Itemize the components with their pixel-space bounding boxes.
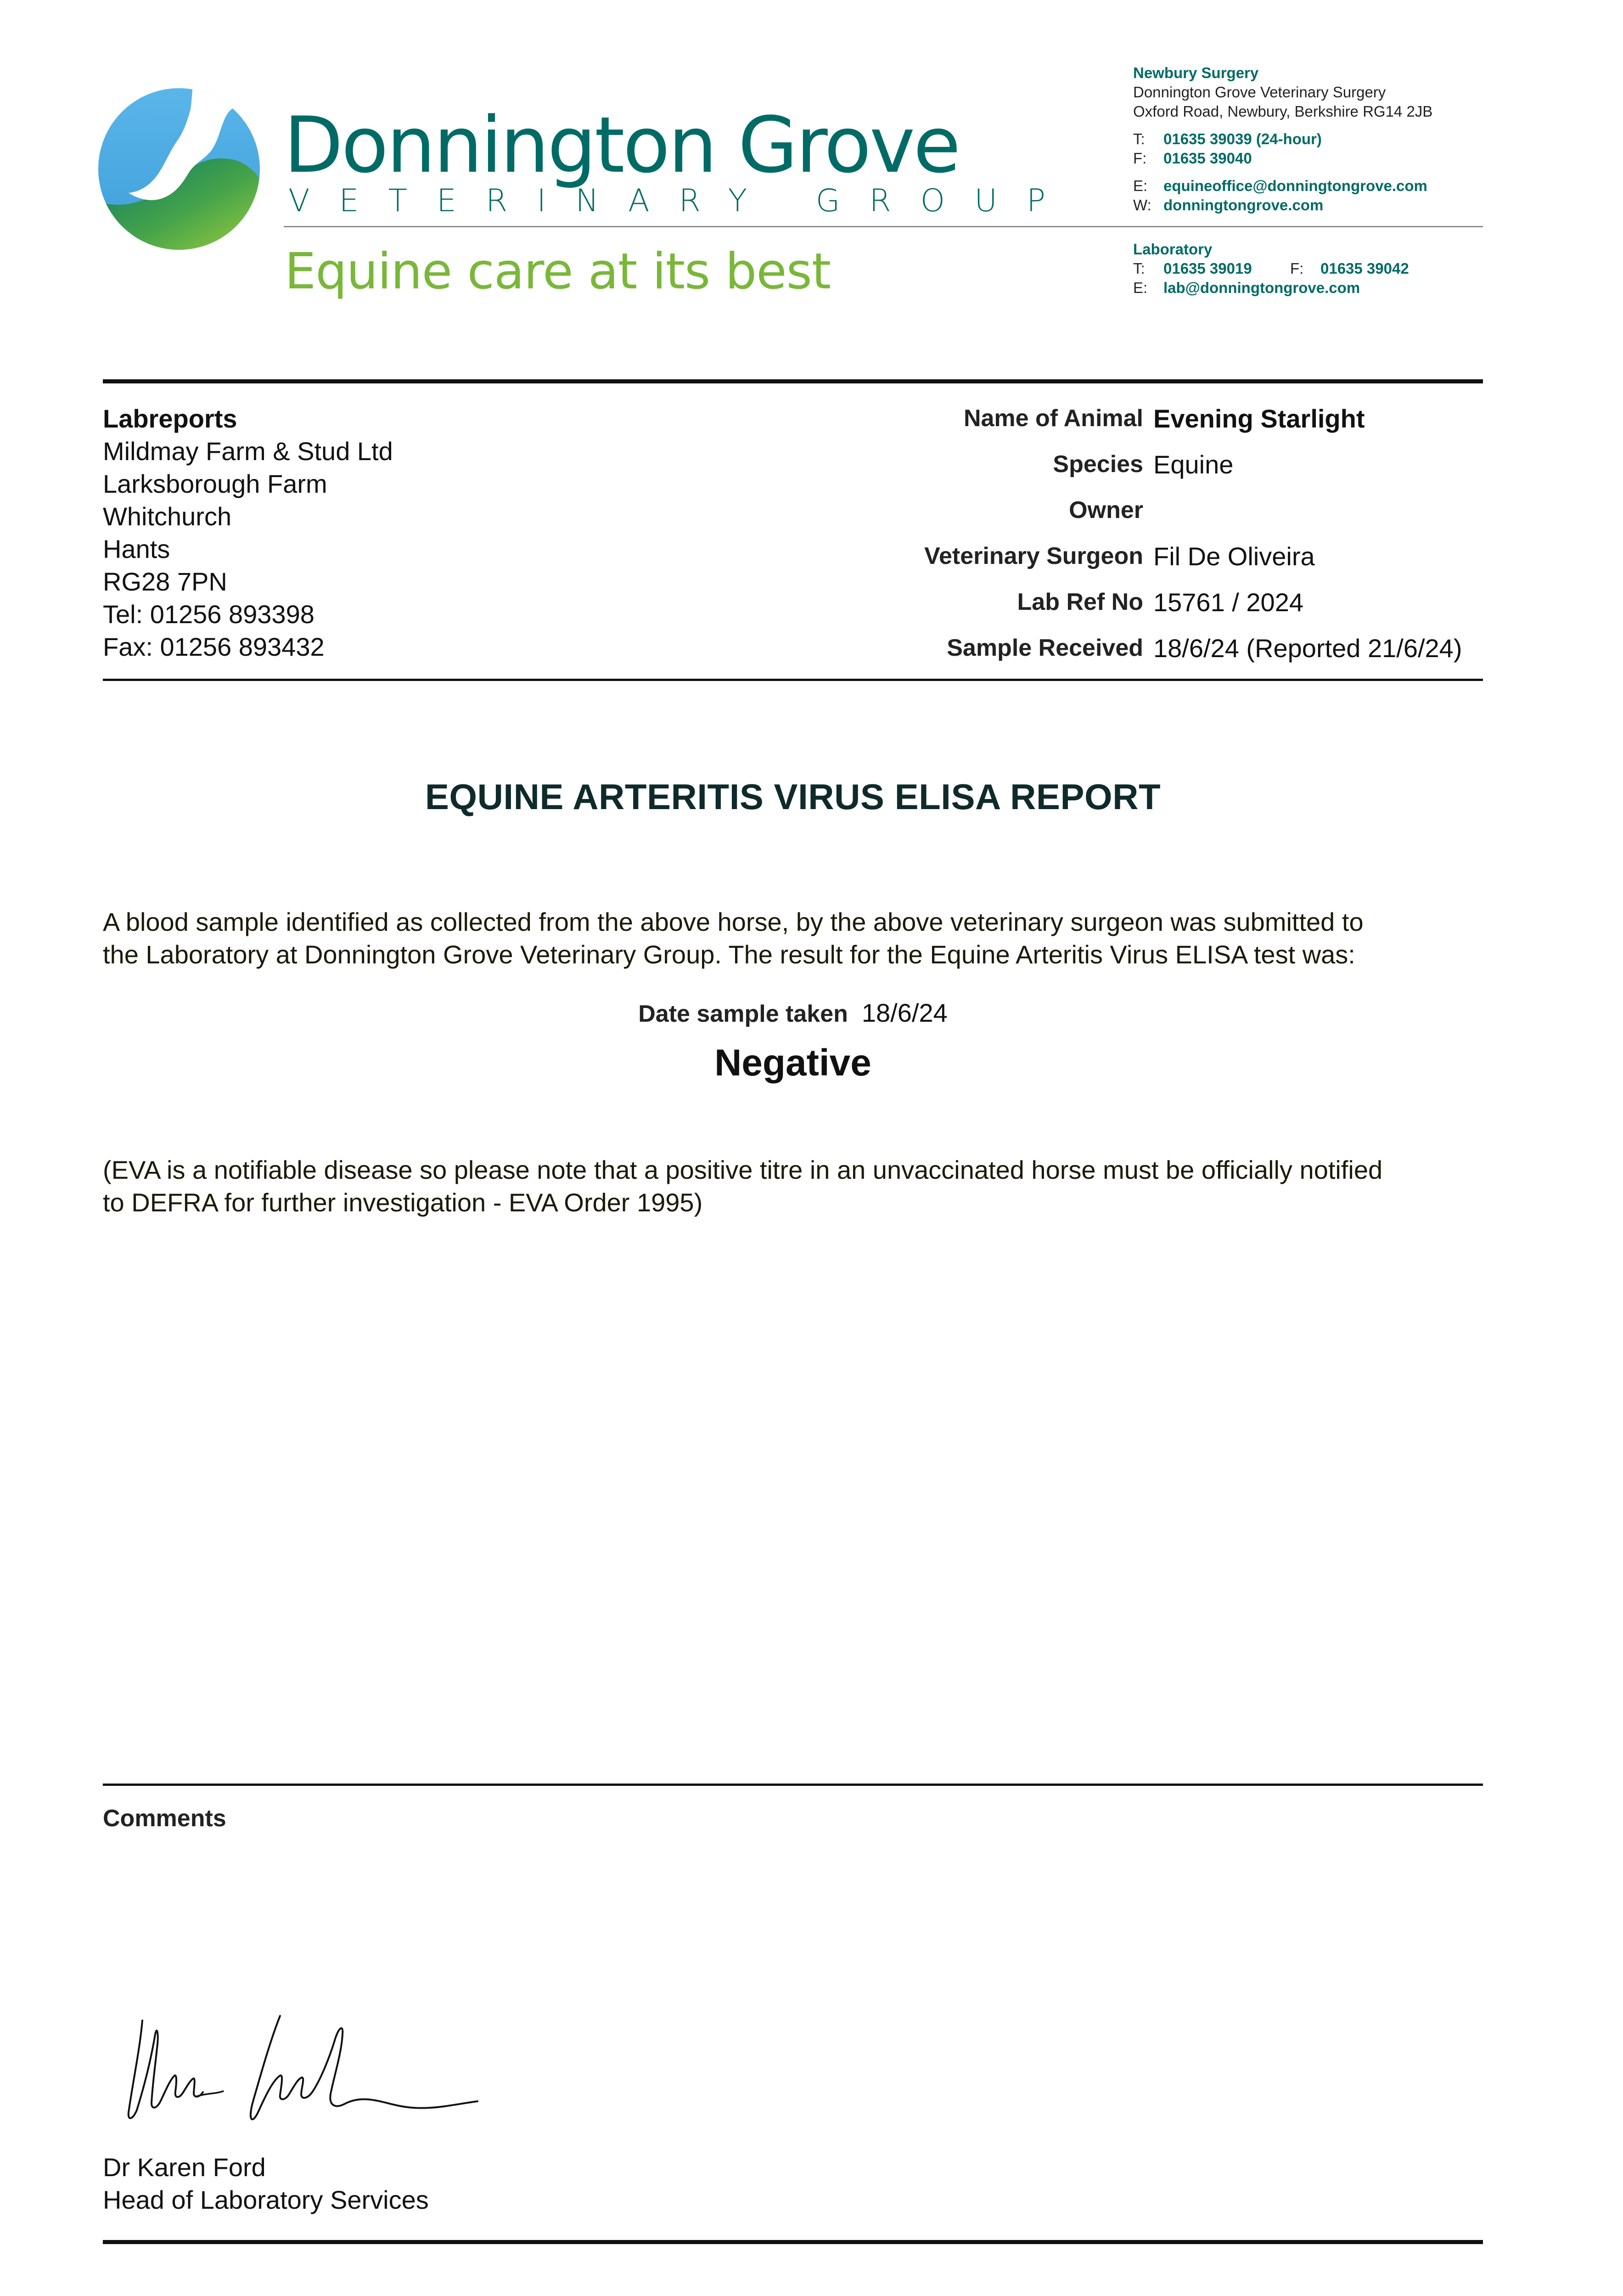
surgery-email-row — [1133, 178, 1427, 193]
detail-row-species — [781, 448, 1483, 481]
date-sample-taken — [103, 996, 1483, 1030]
brand-name: Donnington Grove — [284, 100, 959, 190]
comments-divider — [103, 1784, 1483, 1786]
details-divider — [103, 679, 1483, 681]
detail-value: 18/6/24 (Reported 21/6/24) — [1153, 634, 1462, 663]
notice-paragraph — [103, 1154, 1494, 1219]
fax-key: F: — [1133, 150, 1147, 167]
report-title: EQUINE ARTERITIS VIRUS ELISA REPORT — [425, 777, 1161, 817]
address-line: Whitchurch — [103, 502, 232, 531]
detail-value: Evening Starlight — [1153, 404, 1365, 433]
detail-row-owner — [781, 494, 1483, 527]
surgery-address: Oxford Road, Newbury, Berkshire RG14 2JB — [1133, 103, 1433, 120]
lab-email-row — [1133, 280, 1360, 295]
lab-phone-row — [1133, 261, 1409, 276]
lab-email-key: E: — [1133, 279, 1148, 296]
surgery-fax: 01635 39040 — [1163, 150, 1252, 167]
handwritten-signature — [115, 2007, 482, 2135]
detail-label: Sample Received — [947, 635, 1143, 661]
test-result: Negative — [714, 1042, 871, 1084]
intro-line: A blood sample identified as collected from the above horse, by the above veterinary surgeon was submitted to — [103, 907, 1364, 936]
detail-label: Veterinary Surgeon — [924, 543, 1143, 569]
detail-label: Species — [1053, 451, 1143, 478]
detail-label: Name of Animal — [963, 405, 1143, 432]
address-heading: Labreports — [103, 404, 237, 433]
comments-label: Comments — [103, 1805, 226, 1832]
surgery-title: Newbury Surgery — [1133, 64, 1259, 81]
detail-row-vet — [781, 540, 1483, 573]
date-label: Date sample taken — [638, 1001, 848, 1027]
surgery-web-row — [1133, 197, 1323, 213]
signatory-title: Head of Laboratory Services — [103, 2185, 429, 2214]
surgery-fax-row — [1133, 151, 1252, 166]
recipient-address — [103, 402, 393, 663]
detail-label: Lab Ref No — [1017, 589, 1143, 615]
address-line: Mildmay Farm & Stud Ltd — [103, 437, 393, 466]
email-key: E: — [1133, 177, 1148, 194]
intro-paragraph — [103, 906, 1494, 971]
date-value: 18/6/24 — [861, 998, 948, 1027]
detail-row-animal — [781, 402, 1483, 435]
detail-row-received — [781, 632, 1483, 664]
brand-subtitle: VETERINARY GROUP — [288, 183, 1075, 219]
lab-phone-key: T: — [1133, 260, 1145, 277]
surgery-phone-row — [1133, 131, 1322, 146]
detail-value: Equine — [1153, 450, 1234, 479]
notice-line: (EVA is a notifiable disease so please note that a positive titre in an unvaccinated horse must be officially notified — [103, 1155, 1383, 1184]
lab-phone: 01635 39019 — [1163, 260, 1252, 277]
notice-line: to DEFRA for further investigation - EVA Order 1995) — [103, 1188, 703, 1217]
surgery-email: equineoffice@donningtongrove.com — [1163, 177, 1427, 194]
address-fax: Fax: 01256 893432 — [103, 632, 325, 661]
bottom-divider — [103, 2240, 1483, 2244]
brand-tagline: Equine care at its best — [285, 243, 831, 300]
surgery-web: donningtongrove.com — [1163, 197, 1324, 214]
surgery-name: Donnington Grove Veterinary Surgery — [1133, 84, 1386, 101]
signatory — [103, 2151, 429, 2216]
intro-line: the Laboratory at Donnington Grove Veterinary Group. The result for the Equine Arteritis Virus ELISA test was: — [103, 940, 1355, 969]
address-line: Hants — [103, 535, 170, 563]
web-key: W: — [1133, 197, 1151, 214]
lab-fax: 01635 39042 — [1320, 260, 1409, 277]
phone-key: T: — [1133, 130, 1145, 147]
detail-value: 15761 / 2024 — [1153, 588, 1303, 617]
signatory-name: Dr Karen Ford — [103, 2153, 266, 2182]
detail-value: Fil De Oliveira — [1153, 542, 1315, 571]
top-divider — [103, 379, 1483, 383]
header-divider — [284, 226, 1483, 227]
address-line: Larksborough Farm — [103, 469, 327, 498]
horse-head-logo-icon — [96, 86, 262, 252]
address-tel: Tel: 01256 893398 — [103, 600, 314, 629]
lab-fax-key: F: — [1290, 260, 1304, 277]
lab-email: lab@donningtongrove.com — [1163, 279, 1360, 296]
detail-label: Owner — [1069, 497, 1143, 523]
address-postcode: RG28 7PN — [103, 567, 227, 596]
detail-row-labref — [781, 586, 1483, 619]
surgery-phone: 01635 39039 (24-hour) — [1163, 130, 1322, 147]
lab-title: Laboratory — [1133, 241, 1213, 258]
